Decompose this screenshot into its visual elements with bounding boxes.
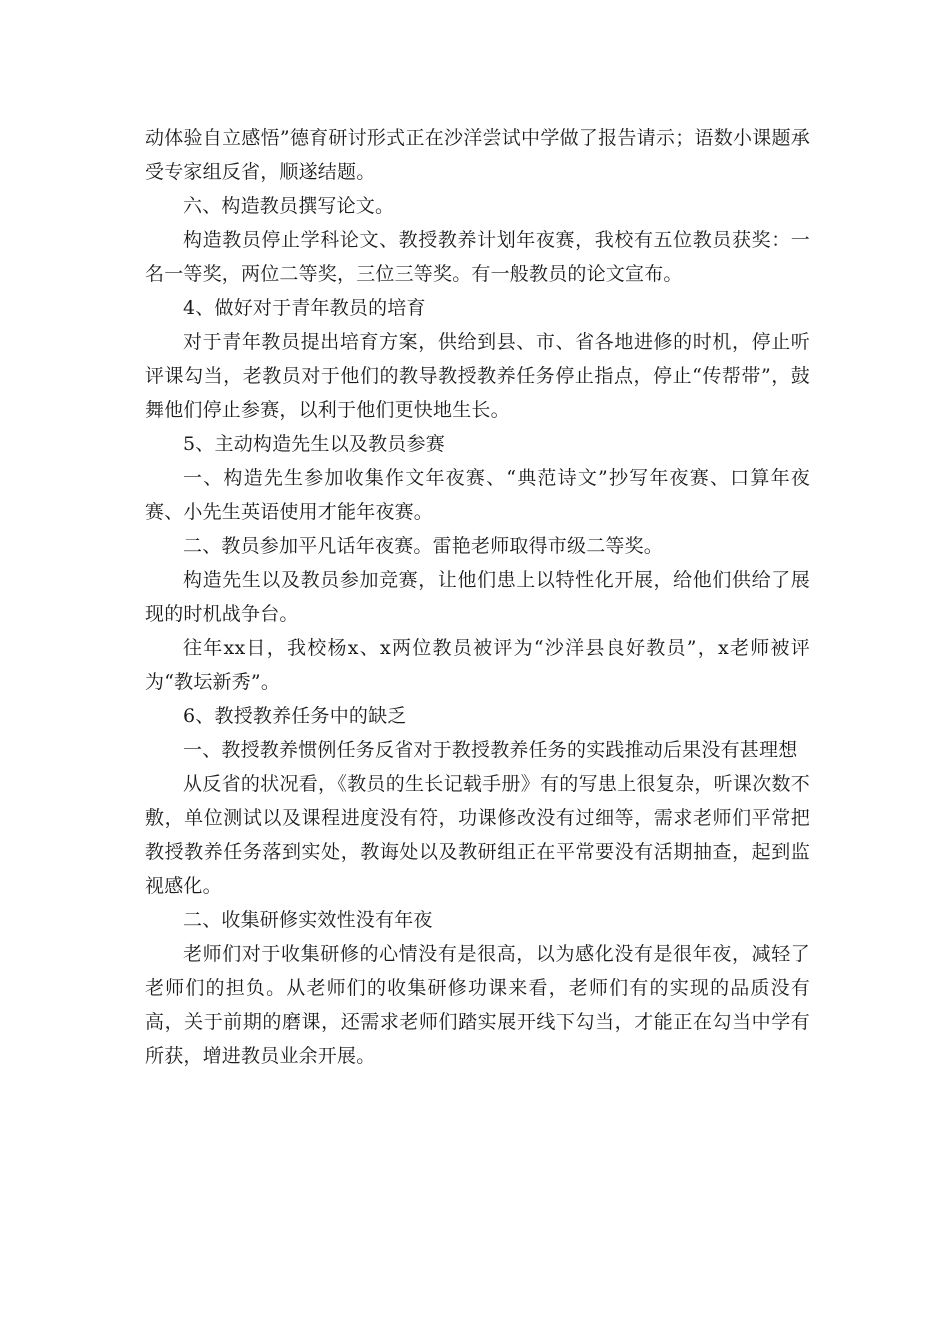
paragraph-competition-benefit: 构造先生以及教员参加竞赛，让他们患上以特性化开展，给他们供给了展现的时机战争台。 — [145, 569, 810, 625]
paragraph-young-teachers: 对于青年教员提出培育方案，供给到县、市、省各地进修的时机，停止听评课勾当，老教员对于他们的教导教授教养任务停止指点，停止“传帮带”，鼓舞他们停止参赛，以利于他们更快地生长。 — [145, 331, 810, 421]
heading-section-six: 六、构造教员撰写论文。 — [183, 195, 395, 217]
paragraph-inspection-findings: 从反省的状况看，《教员的生长记载手册》有的写患上很复杂，听课次数不敷，单位测试以及课程进度没有符，功课修改没有过细等，需求老师们平常把教授教养任务落到实处，教诲处以及教研组正在平常要没有活期抽查，起到监视感化。 — [145, 773, 810, 897]
paragraph-awards: 往年xx日，我校杨x、x两位教员被评为“沙洋县良好教员”，x老师被评为“教坛新秀”。 — [145, 637, 810, 693]
document-body — [145, 121, 810, 1073]
paragraph-1: 动体验自立感悟”德育研讨形式正在沙洋尝试中学做了报告请示；语数小课题承受专家组反省，顺遂结题。 — [145, 127, 810, 183]
heading-young-teachers: 4、做好对于青年教员的培育 — [183, 297, 426, 319]
paragraph-student-competitions: 一、构造先生参加收集作文年夜赛、“典范诗文”抄写年夜赛、口算年夜赛、小先生英语使用才能年夜赛。 — [145, 467, 810, 523]
heading-online-training: 二、收集研修实效性没有年夜 — [183, 909, 433, 931]
paragraph-teacher-competition: 二、教员参加平凡话年夜赛。雷艳老师取得市级二等奖。 — [183, 535, 664, 557]
heading-shortcomings: 6、教授教养任务中的缺乏 — [183, 705, 407, 727]
paragraph-online-training: 老师们对于收集研修的心情没有是很高，以为感化没有是很年夜，减轻了老师们的担负。从老师们的收集研修功课来看，老师们有的实现的品质没有高，关于前期的磨课，还需求老师们踏实展开线下勾当，才能正在勾当中学有所获，增进教员业余开展。 — [145, 943, 810, 1067]
heading-routine-inspection: 一、教授教养惯例任务反省对于教授教养任务的实践推动后果没有甚理想 — [183, 739, 798, 761]
heading-competitions: 5、主动构造先生以及教员参赛 — [183, 433, 445, 455]
paragraph-papers: 构造教员停止学科论文、教授教养计划年夜赛，我校有五位教员获奖：一名一等奖，两位二等奖，三位三等奖。有一般教员的论文宣布。 — [145, 229, 810, 285]
